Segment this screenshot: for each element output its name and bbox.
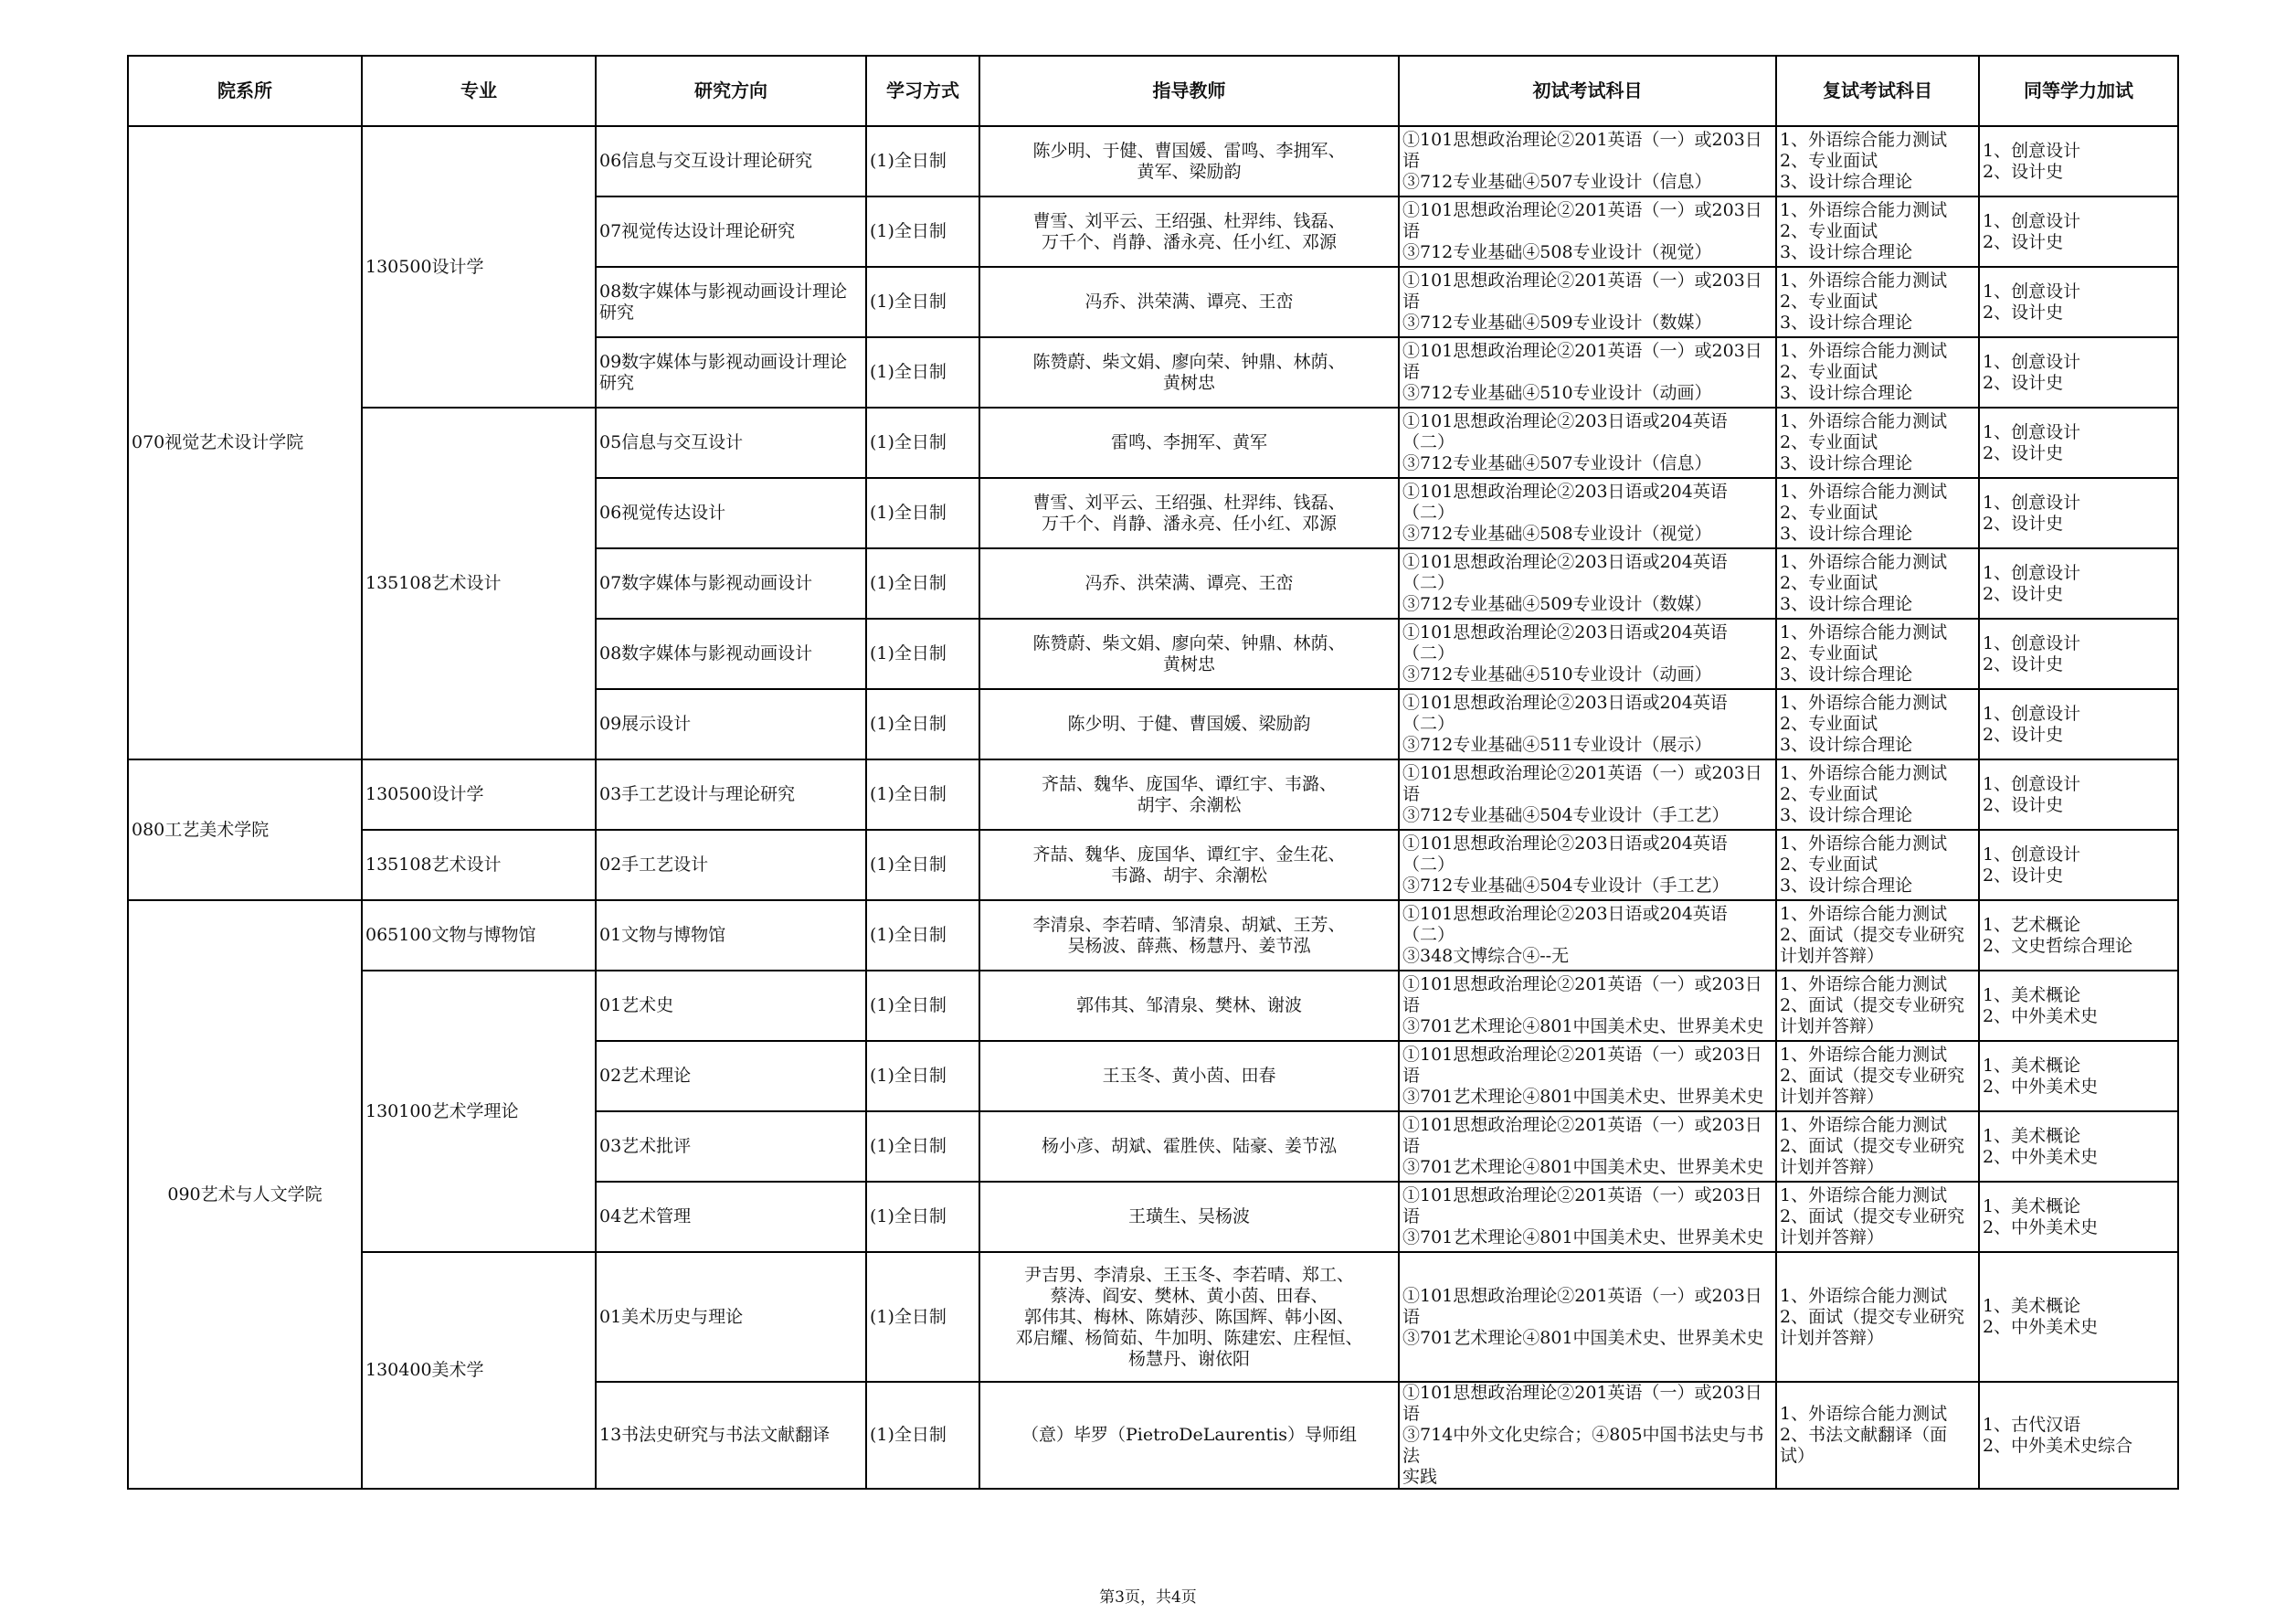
advisors-cell: 陈少明、于健、曹国媛、雷鸣、李拥军、 黄军、梁励韵 — [979, 126, 1399, 196]
equivalent-exam-cell: 1、美术概论 2、中外美术史 — [1979, 1041, 2178, 1111]
initial-exam-cell: ①101思想政治理论②201英语（一）或203日语 ③712专业基础④504专业设计（手工艺） — [1399, 759, 1776, 830]
mode-cell: (1)全日制 — [866, 900, 979, 971]
initial-exam-cell: ①101思想政治理论②203日语或204英语（二） ③712专业基础④511专业设计（展示） — [1399, 689, 1776, 759]
mode-cell: (1)全日制 — [866, 548, 979, 619]
initial-exam-cell: ①101思想政治理论②203日语或204英语（二） ③712专业基础④504专业设计（手工艺） — [1399, 830, 1776, 900]
header-initial-exam: 初试考试科目 — [1399, 56, 1776, 126]
advisors-cell: 冯乔、洪荣满、谭亮、王峦 — [979, 548, 1399, 619]
initial-exam-cell: ①101思想政治理论②201英语（一）或203日语 ③701艺术理论④801中国美术史、世界美术史 — [1399, 1252, 1776, 1382]
direction-cell: 09数字媒体与影视动画设计理论研究 — [596, 337, 866, 408]
initial-exam-cell: ①101思想政治理论②203日语或204英语（二） ③712专业基础④510专业设计（动画） — [1399, 619, 1776, 689]
direction-cell: 02手工艺设计 — [596, 830, 866, 900]
retest-cell: 1、外语综合能力测试 2、专业面试 3、设计综合理论 — [1776, 619, 1979, 689]
table-row — [128, 408, 2178, 478]
retest-cell: 1、外语综合能力测试 2、面试（提交专业研究 计划并答辩） — [1776, 1041, 1979, 1111]
initial-exam-cell: ①101思想政治理论②203日语或204英语（二） ③712专业基础④509专业设计（数媒） — [1399, 548, 1776, 619]
advisors-cell: 郭伟其、邹清泉、樊林、谢波 — [979, 971, 1399, 1041]
mode-cell: (1)全日制 — [866, 830, 979, 900]
mode-cell: (1)全日制 — [866, 689, 979, 759]
advisors-cell: 王璜生、吴杨波 — [979, 1182, 1399, 1252]
direction-cell: 01文物与博物馆 — [596, 900, 866, 971]
direction-cell: 06视觉传达设计 — [596, 478, 866, 548]
header-direction: 研究方向 — [596, 56, 866, 126]
major-cell: 130500设计学 — [362, 126, 596, 408]
equivalent-exam-cell: 1、创意设计 2、设计史 — [1979, 337, 2178, 408]
advisors-cell: 王玉冬、黄小茵、田春 — [979, 1041, 1399, 1111]
admissions-table — [127, 55, 2179, 1490]
department-cell: 080工艺美术学院 — [128, 759, 362, 900]
direction-cell: 06信息与交互设计理论研究 — [596, 126, 866, 196]
retest-cell: 1、外语综合能力测试 2、面试（提交专业研究 计划并答辩） — [1776, 900, 1979, 971]
table-row — [128, 971, 2178, 1041]
initial-exam-cell: ①101思想政治理论②201英语（一）或203日语 ③701艺术理论④801中国美术史、世界美术史 — [1399, 1111, 1776, 1182]
equivalent-exam-cell: 1、美术概论 2、中外美术史 — [1979, 1111, 2178, 1182]
direction-cell: 09展示设计 — [596, 689, 866, 759]
retest-cell: 1、外语综合能力测试 2、面试（提交专业研究 计划并答辩） — [1776, 1182, 1979, 1252]
equivalent-exam-cell: 1、创意设计 2、设计史 — [1979, 126, 2178, 196]
equivalent-exam-cell: 1、创意设计 2、设计史 — [1979, 408, 2178, 478]
header-retest: 复试考试科目 — [1776, 56, 1979, 126]
retest-cell: 1、外语综合能力测试 2、专业面试 3、设计综合理论 — [1776, 478, 1979, 548]
mode-cell: (1)全日制 — [866, 337, 979, 408]
table-row — [128, 759, 2178, 830]
table-row — [128, 900, 2178, 971]
mode-cell: (1)全日制 — [866, 971, 979, 1041]
mode-cell: (1)全日制 — [866, 1382, 979, 1489]
direction-cell: 03手工艺设计与理论研究 — [596, 759, 866, 830]
initial-exam-cell: ①101思想政治理论②203日语或204英语（二） ③348文博综合④--无 — [1399, 900, 1776, 971]
advisors-cell: 齐喆、魏华、庞国华、谭红宇、金生花、 韦潞、胡宇、余潮松 — [979, 830, 1399, 900]
initial-exam-cell: ①101思想政治理论②201英语（一）或203日语 ③701艺术理论④801中国美术史、世界美术史 — [1399, 971, 1776, 1041]
direction-cell: 01美术历史与理论 — [596, 1252, 866, 1382]
direction-cell: 08数字媒体与影视动画设计理论研究 — [596, 267, 866, 337]
equivalent-exam-cell: 1、创意设计 2、设计史 — [1979, 267, 2178, 337]
retest-cell: 1、外语综合能力测试 2、专业面试 3、设计综合理论 — [1776, 759, 1979, 830]
advisors-cell: 雷鸣、李拥军、黄军 — [979, 408, 1399, 478]
advisors-cell: 陈赞蔚、柴文娟、廖向荣、钟鼎、林荫、 黄树忠 — [979, 337, 1399, 408]
mode-cell: (1)全日制 — [866, 196, 979, 267]
retest-cell: 1、外语综合能力测试 2、书法文献翻译（面 试） — [1776, 1382, 1979, 1489]
mode-cell: (1)全日制 — [866, 267, 979, 337]
equivalent-exam-cell: 1、古代汉语 2、中外美术史综合 — [1979, 1382, 2178, 1489]
advisors-cell: 曹雪、刘平云、王绍强、杜羿纬、钱磊、 万千个、肖静、潘永亮、任小红、邓源 — [979, 478, 1399, 548]
mode-cell: (1)全日制 — [866, 759, 979, 830]
department-cell: 090艺术与人文学院 — [128, 900, 362, 1489]
header-major: 专业 — [362, 56, 596, 126]
retest-cell: 1、外语综合能力测试 2、专业面试 3、设计综合理论 — [1776, 548, 1979, 619]
initial-exam-cell: ①101思想政治理论②203日语或204英语（二） ③712专业基础④507专业设计（信息） — [1399, 408, 1776, 478]
retest-cell: 1、外语综合能力测试 2、专业面试 3、设计综合理论 — [1776, 337, 1979, 408]
mode-cell: (1)全日制 — [866, 1041, 979, 1111]
major-cell: 130500设计学 — [362, 759, 596, 830]
advisors-cell: 杨小彦、胡斌、霍胜侠、陆豪、姜节泓 — [979, 1111, 1399, 1182]
header-mode: 学习方式 — [866, 56, 979, 126]
initial-exam-cell: ①101思想政治理论②201英语（一）或203日语 ③714中外文化史综合；④805中国书法史与书法 实践 — [1399, 1382, 1776, 1489]
equivalent-exam-cell: 1、创意设计 2、设计史 — [1979, 548, 2178, 619]
mode-cell: (1)全日制 — [866, 1182, 979, 1252]
equivalent-exam-cell: 1、创意设计 2、设计史 — [1979, 619, 2178, 689]
initial-exam-cell: ①101思想政治理论②201英语（一）或203日语 ③712专业基础④509专业设计（数媒） — [1399, 267, 1776, 337]
mode-cell: (1)全日制 — [866, 408, 979, 478]
equivalent-exam-cell: 1、创意设计 2、设计史 — [1979, 830, 2178, 900]
direction-cell: 04艺术管理 — [596, 1182, 866, 1252]
advisors-cell: 尹吉男、李清泉、王玉冬、李若晴、郑工、 蔡涛、阎安、樊林、黄小茵、田春、 郭伟其、梅林、陈婧莎、陈国辉、韩小囡、 邓启耀、杨简茹、牛加明、陈建宏、庄程恒、 杨慧丹、谢依阳 — [979, 1252, 1399, 1382]
initial-exam-cell: ①101思想政治理论②201英语（一）或203日语 ③712专业基础④507专业设计（信息） — [1399, 126, 1776, 196]
advisors-cell: 冯乔、洪荣满、谭亮、王峦 — [979, 267, 1399, 337]
mode-cell: (1)全日制 — [866, 619, 979, 689]
retest-cell: 1、外语综合能力测试 2、面试（提交专业研究 计划并答辩） — [1776, 1252, 1979, 1382]
major-cell: 130400美术学 — [362, 1252, 596, 1489]
initial-exam-cell: ①101思想政治理论②201英语（一）或203日语 ③701艺术理论④801中国美术史、世界美术史 — [1399, 1182, 1776, 1252]
retest-cell: 1、外语综合能力测试 2、专业面试 3、设计综合理论 — [1776, 126, 1979, 196]
retest-cell: 1、外语综合能力测试 2、专业面试 3、设计综合理论 — [1776, 196, 1979, 267]
table-row — [128, 830, 2178, 900]
equivalent-exam-cell: 1、创意设计 2、设计史 — [1979, 689, 2178, 759]
equivalent-exam-cell: 1、创意设计 2、设计史 — [1979, 478, 2178, 548]
mode-cell: (1)全日制 — [866, 126, 979, 196]
page-footer: 第3页，共4页 — [1099, 1588, 1197, 1607]
mode-cell: (1)全日制 — [866, 1252, 979, 1382]
equivalent-exam-cell: 1、美术概论 2、中外美术史 — [1979, 1252, 2178, 1382]
header-row — [128, 56, 2178, 126]
major-cell: 135108艺术设计 — [362, 408, 596, 759]
direction-cell: 01艺术史 — [596, 971, 866, 1041]
retest-cell: 1、外语综合能力测试 2、专业面试 3、设计综合理论 — [1776, 267, 1979, 337]
header-department: 院系所 — [128, 56, 362, 126]
major-cell: 135108艺术设计 — [362, 830, 596, 900]
advisors-cell: 齐喆、魏华、庞国华、谭红宇、韦潞、 胡宇、余潮松 — [979, 759, 1399, 830]
advisors-cell: 曹雪、刘平云、王绍强、杜羿纬、钱磊、 万千个、肖静、潘永亮、任小红、邓源 — [979, 196, 1399, 267]
table-row — [128, 126, 2178, 196]
direction-cell: 08数字媒体与影视动画设计 — [596, 619, 866, 689]
direction-cell: 05信息与交互设计 — [596, 408, 866, 478]
retest-cell: 1、外语综合能力测试 2、专业面试 3、设计综合理论 — [1776, 689, 1979, 759]
retest-cell: 1、外语综合能力测试 2、面试（提交专业研究 计划并答辩） — [1776, 971, 1979, 1041]
initial-exam-cell: ①101思想政治理论②201英语（一）或203日语 ③712专业基础④508专业设计（视觉） — [1399, 196, 1776, 267]
initial-exam-cell: ①101思想政治理论②201英语（一）或203日语 ③712专业基础④510专业设计（动画） — [1399, 337, 1776, 408]
department-cell: 070视觉艺术设计学院 — [128, 126, 362, 759]
advisors-cell: 李清泉、李若晴、邹清泉、胡斌、王芳、 吴杨波、薛燕、杨慧丹、姜节泓 — [979, 900, 1399, 971]
equivalent-exam-cell: 1、创意设计 2、设计史 — [1979, 196, 2178, 267]
advisors-cell: （意）毕罗（PietroDeLaurentis）导师组 — [979, 1382, 1399, 1489]
equivalent-exam-cell: 1、美术概论 2、中外美术史 — [1979, 1182, 2178, 1252]
initial-exam-cell: ①101思想政治理论②203日语或204英语（二） ③712专业基础④508专业设计（视觉） — [1399, 478, 1776, 548]
mode-cell: (1)全日制 — [866, 1111, 979, 1182]
initial-exam-cell: ①101思想政治理论②201英语（一）或203日语 ③701艺术理论④801中国美术史、世界美术史 — [1399, 1041, 1776, 1111]
header-advisors: 指导教师 — [979, 56, 1399, 126]
header-equivalent-exam: 同等学力加试 — [1979, 56, 2178, 126]
direction-cell: 02艺术理论 — [596, 1041, 866, 1111]
retest-cell: 1、外语综合能力测试 2、专业面试 3、设计综合理论 — [1776, 830, 1979, 900]
equivalent-exam-cell: 1、创意设计 2、设计史 — [1979, 759, 2178, 830]
equivalent-exam-cell: 1、艺术概论 2、文史哲综合理论 — [1979, 900, 2178, 971]
major-cell: 130100艺术学理论 — [362, 971, 596, 1252]
mode-cell: (1)全日制 — [866, 478, 979, 548]
advisors-cell: 陈赞蔚、柴文娟、廖向荣、钟鼎、林荫、 黄树忠 — [979, 619, 1399, 689]
retest-cell: 1、外语综合能力测试 2、面试（提交专业研究 计划并答辩） — [1776, 1111, 1979, 1182]
table-row — [128, 1252, 2178, 1382]
advisors-cell: 陈少明、于健、曹国媛、梁励韵 — [979, 689, 1399, 759]
direction-cell: 13书法史研究与书法文献翻译 — [596, 1382, 866, 1489]
retest-cell: 1、外语综合能力测试 2、专业面试 3、设计综合理论 — [1776, 408, 1979, 478]
equivalent-exam-cell: 1、美术概论 2、中外美术史 — [1979, 971, 2178, 1041]
direction-cell: 07视觉传达设计理论研究 — [596, 196, 866, 267]
major-cell: 065100文物与博物馆 — [362, 900, 596, 971]
direction-cell: 07数字媒体与影视动画设计 — [596, 548, 866, 619]
direction-cell: 03艺术批评 — [596, 1111, 866, 1182]
